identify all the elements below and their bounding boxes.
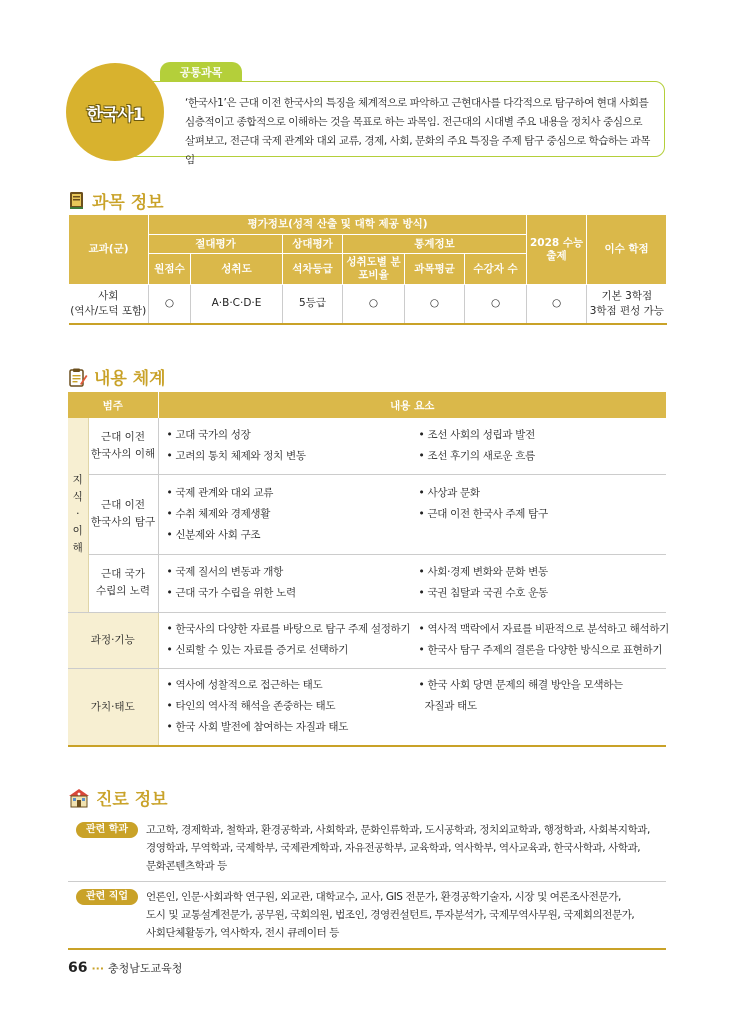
table-row — [69, 285, 667, 324]
clipboard-icon — [68, 367, 88, 387]
description-line: ‘한국사1’은 근대 이전 한국사의 특징을 체계적으로 파악하고 근현대사를 다각적으로 탐구하여 현대 사회를 — [185, 97, 649, 109]
group-line: 사회 — [98, 289, 119, 302]
cell-distribution: ○ — [343, 285, 405, 324]
section-title-text: 내용 체계 — [94, 369, 166, 389]
cell-suneung: ○ — [527, 285, 587, 324]
cell-group — [69, 285, 149, 324]
header-elements: 내용 요소 — [158, 392, 666, 418]
description-line: 심층적이고 종합적으로 이해하는 것을 목표로 하는 과목임. 전근대의 시대별 주요 내용을 정치사 중심으로 — [185, 116, 643, 128]
list-item: • 근대 국가 수립을 위한 노력 — [166, 587, 296, 599]
table-row — [68, 612, 666, 668]
content-elements — [158, 668, 666, 746]
header-absolute: 절대평가 — [149, 235, 283, 254]
header-eval: 평가정보(성적 산출 및 대학 제공 방식) — [149, 215, 527, 235]
header-rank: 석차등급 — [283, 254, 343, 285]
list-item: • 근대 이전 한국사 주제 탐구 — [418, 507, 548, 520]
header-stats: 통계정보 — [343, 235, 527, 254]
departments-label: 관련 학과 — [76, 822, 138, 838]
category-char: 식 — [72, 491, 83, 504]
list-item: • 조선 사회의 성립과 발전 — [418, 428, 535, 441]
content-system-table — [68, 392, 670, 747]
group-line: (역사/도덕 포함) — [70, 304, 147, 317]
cell-achievement: A·B·C·D·E — [191, 285, 283, 324]
career-info — [68, 815, 666, 950]
list-item: 자질과 태도 — [418, 700, 477, 713]
footer-dots: ··· — [91, 962, 105, 975]
footer-org: 충청남도교육청 — [108, 962, 183, 975]
content-elements — [158, 474, 666, 554]
subject-name-badge — [66, 63, 164, 161]
list-item: • 타인의 역사적 해석을 존중하는 태도 — [166, 700, 336, 713]
subcategory: 근대 국가 수립의 노력 — [88, 554, 158, 612]
subcategory: 근대 이전 한국사의 이해 — [88, 418, 158, 474]
header-students: 수강자 수 — [465, 254, 527, 285]
category-knowledge — [68, 418, 88, 612]
subject-name: 한국사1 — [86, 104, 144, 125]
description-line: 살펴보고, 전근대 국제 관계와 대외 교류, 경제, 사회, 문화의 주요 특징을 주제 탐구 중심으로 학습하는 과목임 — [185, 135, 651, 166]
departments-text: 고고학, 경제학과, 철학과, 환경공학과, 사회학과, 문화인류학과, 도시공학과, 정치외교학과, 행정학과, 사회복지학과, 경영학과, 무역학과, 국제학부, 국제관계학과, 자유전공학부, 교육학과, 역사학부, 역사교육과, 한국사학과, 사학과, 문화콘텐츠학과 등 — [146, 824, 650, 872]
section-title-text: 진로 정보 — [96, 790, 168, 810]
category-char: · — [76, 508, 80, 521]
list-item: • 한국사의 다양한 자료를 바탕으로 탐구 주제 설정하기 — [166, 623, 411, 635]
header-achievement: 성취도 — [191, 254, 283, 285]
table-row — [68, 474, 666, 554]
list-item: • 국제 질서의 변동과 개항 — [166, 566, 283, 578]
table-row — [68, 418, 666, 474]
list-item: • 역사적 맥락에서 자료를 비판적으로 분석하고 해석하기 — [418, 623, 670, 635]
category-char: 지 — [72, 474, 83, 487]
jobs-label: 관련 직업 — [76, 889, 138, 905]
content-elements — [158, 554, 666, 612]
header-relative: 상대평가 — [283, 235, 343, 254]
career-row-departments — [68, 815, 666, 881]
header-category: 범주 — [68, 392, 158, 418]
header-suneung: 2028 수능 출제 — [527, 215, 587, 285]
section-title-career — [68, 785, 168, 810]
header-distribution: 성취도별 분포비율 — [343, 254, 405, 285]
header-raw-score: 원점수 — [149, 254, 191, 285]
list-item: • 수취 체제와 경제생활 — [166, 507, 271, 520]
list-item: • 국권 침탈과 국권 수호 운동 — [418, 587, 548, 599]
category-process: 과정·기능 — [68, 612, 158, 668]
list-item: • 신뢰할 수 있는 자료를 증거로 선택하기 — [166, 644, 349, 656]
table-row — [68, 554, 666, 612]
category-char: 이 — [72, 525, 83, 538]
category-values: 가치·태도 — [68, 668, 158, 746]
header-group: 교과(군) — [69, 215, 149, 285]
section-title-text: 과목 정보 — [92, 193, 164, 213]
content-elements — [158, 418, 666, 474]
jobs-text: 언론인, 인문·사회과학 연구원, 외교관, 대학교수, 교사, GIS 전문가, 환경공학기술자, 시장 및 여론조사전문가, 도시 및 교통설계전문가, 공무원, 국회의원, 법조인, 경영컨설턴트, 투자분석가, 국제무역사무원, 국제회의전문가, 사회단체활동가, 역사학자, 전시 큐레이터 등 — [146, 891, 635, 939]
list-item: • 사회·경제 변화와 문화 변동 — [418, 566, 548, 578]
list-item: • 한국 사회 발전에 참여하는 자질과 태도 — [166, 721, 349, 734]
page-number: 66 — [68, 960, 88, 976]
list-item: • 국제 관계와 대외 교류 — [166, 486, 274, 499]
category-char: 해 — [72, 542, 83, 555]
cell-credit — [587, 285, 667, 324]
cell-mean: ○ — [405, 285, 465, 324]
cell-rank: 5등급 — [283, 285, 343, 324]
cell-students: ○ — [465, 285, 527, 324]
section-title-content-system — [68, 364, 166, 389]
list-item: • 고려의 통치 체제와 정치 변동 — [166, 449, 306, 462]
credit-line: 3학점 편성 가능 — [589, 304, 664, 317]
page-footer — [68, 960, 182, 976]
list-item: • 한국사 탐구 주제의 결론을 다양한 방식으로 표현하기 — [418, 644, 663, 656]
list-item: • 한국 사회 당면 문제의 해결 방안을 모색하는 — [418, 679, 623, 692]
content-elements — [158, 612, 670, 668]
header-credit: 이수 학점 — [587, 215, 667, 285]
subject-info-table — [68, 214, 667, 325]
school-icon — [68, 788, 90, 808]
subcategory: 근대 이전 한국사의 탐구 — [88, 474, 158, 554]
list-item: • 사상과 문화 — [418, 486, 480, 499]
list-item: • 신분제와 사회 구조 — [166, 528, 261, 541]
credit-line: 기본 3학점 — [601, 289, 653, 302]
cell-raw-score: ○ — [149, 285, 191, 324]
book-icon — [68, 191, 86, 211]
subject-type-tag: 공통과목 — [160, 62, 242, 82]
list-item: • 조선 후기의 새로운 흐름 — [418, 449, 535, 462]
subject-description — [112, 81, 665, 166]
section-title-subject-info — [68, 188, 164, 213]
career-row-jobs — [68, 881, 666, 948]
table-row — [68, 668, 666, 746]
list-item: • 고대 국가의 성장 — [166, 428, 251, 441]
header-mean: 과목평균 — [405, 254, 465, 285]
list-item: • 역사에 성찰적으로 접근하는 태도 — [166, 679, 323, 692]
